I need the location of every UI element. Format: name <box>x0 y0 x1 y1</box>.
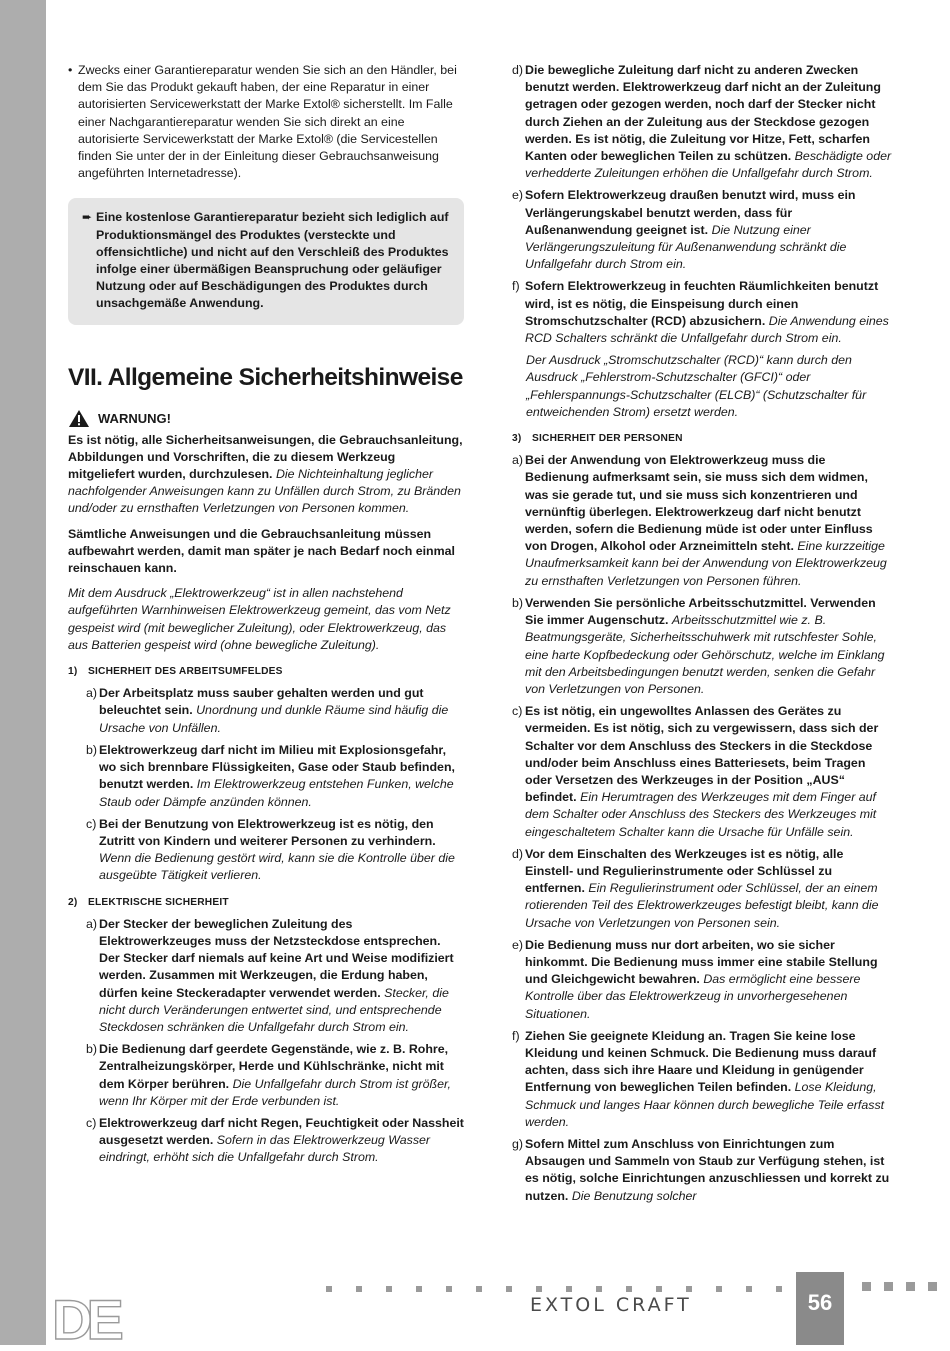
footer-dot <box>928 1282 937 1291</box>
subsection-title: SICHERHEIT DER PERSONEN <box>532 433 683 445</box>
item-bold-text: Elektrowerkzeug darf nicht im Milieu mit Explosionsgefahr, wo sich brennbare Flüssigkeiten, Gase oder Staub befinden, benutzt werden. <box>99 742 455 792</box>
brand-logo: EXTOL CRAFT <box>530 1294 692 1316</box>
list-item <box>86 1115 464 1167</box>
item-italic-text: Die Anwendung eines RCD Schalters schränkt die Unfallgefahr durch Strom ein. <box>525 313 889 346</box>
subsection-number: 3) <box>512 433 522 445</box>
footer-dot <box>596 1286 602 1292</box>
item-bold-text: Der Arbeitsplatz muss sauber gehalten werden und gut beleuchtet sein. <box>99 686 424 718</box>
footer-dot <box>566 1286 572 1292</box>
footer-dot <box>884 1282 893 1291</box>
list-item <box>512 703 892 841</box>
item-bold-text: Sofern Mittel zum Anschluss von Einrichtungen zum Absaugen und Sammeln von Staub zur Verfügung stehen, ist es nötig, solche Einrichtungen anzuschliessen und korrekt zu nutzen. <box>525 1136 890 1203</box>
warning-heading <box>68 409 464 428</box>
item-italic-text: Ein Regulierinstrument oder Schlüssel, der an einem rotierenden Teil des Elektrowerkzeuges befestigt bleibt, kann die Ursache von Verletzungen von Personen sein. <box>525 881 879 930</box>
item-label: f) <box>512 279 520 294</box>
item-italic-text: Eine kurzzeitige Unaufmerksamkeit kann bei der Anwendung von Elektrowerkzeug zu ernsthaften Verletzungen von Personen führen. <box>525 539 887 588</box>
list-item <box>86 816 464 885</box>
list-item <box>512 1028 892 1131</box>
item-italic-text: Unordnung und dunkle Räume sind häufig die Ursache von Unfällen. <box>99 703 449 735</box>
item-italic-text: Die Benutzung solcher <box>571 1188 697 1203</box>
footer-dot <box>746 1286 752 1292</box>
item-label: c) <box>86 1115 97 1130</box>
warning-italic-text: Die Nichteinhaltung jeglicher nachfolgender Anweisungen kann zu Unfällen durch Strom, zu Bränden und/oder zu ernsthaften Verletzungen von Personen kommen. <box>68 467 461 516</box>
item-italic-text: Lose Kleidung, Schmuck und langes Haar können durch bewegliche Teile erfasst werden. <box>525 1080 885 1129</box>
warning-bold-text: Es ist nötig, alle Sicherheitsanweisungen, die Gebrauchsanleitung, Abbildungen und Vorschriften, die zu diesem Werkzeug mitgeliefert wurden, durchzulesen. <box>68 432 463 482</box>
definition-text: Mit dem Ausdruck „Elektrowerkzeug“ ist in allen nachstehend aufgeführten Warnhinweisen Elektrowerkzeug gemeint, das vom Netz gespeist wird (mit beweglicher Zuleitung), oder Elektrowerkzeug, das aus Batterien gespeist wird (ohne bewegliche Zuleitung). <box>68 586 451 652</box>
section-title: VII. Allgemeine Sicherheitshinweise <box>68 363 463 391</box>
item-label: c) <box>86 816 97 831</box>
item-label: b) <box>86 1042 98 1057</box>
item-bold-text: Elektrowerkzeug darf nicht Regen, Feuchtigkeit oder Nassheit ausgesetzt werden. <box>99 1115 464 1148</box>
item-label: f) <box>512 1028 520 1043</box>
footer-dot <box>776 1286 782 1292</box>
item-bold-text: Sofern Elektrowerkzeug draußen benutzt wird, muss ein Verlängerungskabel benutzt werden, dass für Außenanwendung geeignet ist. <box>525 188 856 237</box>
item-italic-text: Wenn die Bedienung gestört wird, kann sie die Kontrolle über die ausgeübte Tätigkeit verlieren. <box>99 851 455 883</box>
subsection-heading <box>68 894 464 911</box>
keep-instructions-paragraph <box>68 526 464 578</box>
item-italic-text: Sofern in das Elektrowerkzeug Wasser eindringt, erhöht sich die Unfallgefahr durch Strom. <box>99 1133 431 1165</box>
item-italic-text: Arbeitsschutzmittel wie z. B. Beatmungsgeräte, Sicherheitsschuhwerk mit rutschfester Sohle, eine harte Kopfbedeckung oder Gehörschutz, welche im Einklang mit den Arbeitsbedingungen benutzt werden, senken die Gefahr von Verletzungen von Personen. <box>525 613 885 696</box>
item-bold-text: Verwenden Sie persönliche Arbeitsschutzmittel. Verwenden Sie immer Augenschutz. <box>525 595 876 628</box>
item-italic-text: Das ermöglicht eine bessere Kontrolle über das Elektrowerkzeug in unvorhergesehenen Situationen. <box>525 972 861 1021</box>
item-bold-text: Es ist nötig, ein ungewolltes Anlassen des Gerätes zu vermeiden. Es ist nötig, sich zu vergewissern, dass sich der Schalter vor dem Anschluss des Steckers in die Steckdose und/oder beim Anschluss eines Batteriesets, beim Tragen oder Versetzen des Werkzeuges in der Position „AUS“ befindet. <box>525 704 879 805</box>
list-item <box>512 452 892 590</box>
subsection-title: SICHERHEIT DES ARBEITSUMFELDES <box>88 666 283 678</box>
warning-triangle-icon <box>68 409 90 428</box>
item-label: g) <box>512 1136 524 1151</box>
item-italic-text: Die Unfallgefahr durch Strom ist größer, wenn Ihr Körper mit der Erde verbunden ist. <box>99 1076 451 1108</box>
item-label: a) <box>86 916 98 931</box>
arrow-right-icon: ➨ <box>82 210 93 225</box>
language-code: DE <box>52 1288 118 1351</box>
footer-dot <box>906 1282 915 1291</box>
list-item <box>86 916 464 1036</box>
footer-dot <box>356 1286 362 1292</box>
list-item <box>86 742 464 811</box>
warning-paragraph <box>68 432 464 518</box>
list-item <box>86 1041 464 1110</box>
footer-dot <box>446 1286 452 1292</box>
footer-dot <box>326 1286 332 1292</box>
definition-paragraph <box>68 585 464 654</box>
item-label: a) <box>86 686 98 701</box>
keep-instructions-text: Sämtliche Anweisungen und die Gebrauchsanleitung müssen aufbewahrt werden, damit man später je nach Bedarf noch einmal reinschauen kann. <box>68 526 455 576</box>
warning-label: WARNUNG! <box>98 410 171 426</box>
footer-dot <box>416 1286 422 1292</box>
subsection-number: 2) <box>68 896 78 908</box>
list-item <box>512 595 892 698</box>
footer-dot <box>536 1286 542 1292</box>
item-italic-text: Im Elektrowerkzeug entstehen Funken, welche Staub oder Dämpfe anzünden können. <box>99 777 454 809</box>
list-item <box>86 685 464 737</box>
subsection-heading <box>68 663 464 680</box>
item-italic-text: Beschädigte oder verhedderte Zuleitungen erhöhen die Unfallgefahr durch Strom. <box>525 149 892 181</box>
footer-dot <box>506 1286 512 1292</box>
item-bold-text: Bei der Anwendung von Elektrowerkzeug muss die Bedienung aufmerksamt sein, sie muss sich dem widmen, was sie gerade tut, und sie muss sich konzentrieren und vernünftig überlegen. Elektrowerkzeug darf nicht benutzt werden, sofern die Bedienung müde ist oder unter Einfluss von Drogen, Alkohol oder Arzneimitteln steht. <box>525 453 873 554</box>
list-item <box>512 62 892 182</box>
footer-dot <box>386 1286 392 1292</box>
side-bar <box>0 0 46 1345</box>
item-label: b) <box>512 595 524 610</box>
subsection-number: 1) <box>68 666 78 678</box>
item-label: d) <box>512 846 524 861</box>
footer-dot <box>626 1286 632 1292</box>
item-italic-text: Ein Herumtragen des Werkzeuges mit dem Finger auf dem Schalter oder Anschluss des Steckers des Werkzeuges mit eingeschaltetem Schalter kann die Ursache für Unfälle sein. <box>525 790 877 839</box>
note-box <box>68 198 464 324</box>
item-label: e) <box>512 937 524 952</box>
rcd-note-text: Der Ausdruck „Stromschutzschalter (RCD)“ kann durch den Ausdruck „Fehlerstrom-Schutzschalter (GFCI)“ oder „Fehlerspannungs-Schutzschalter (ELCB)“ (Schutzschalter für entweichenden Strom) ersetzt werden. <box>526 353 867 419</box>
rcd-note-paragraph <box>526 352 892 421</box>
left-column <box>68 62 464 1172</box>
item-label: c) <box>512 704 523 719</box>
right-column <box>512 62 892 1210</box>
bullet-mark: • <box>68 63 73 77</box>
footer-dot <box>862 1282 871 1291</box>
list-item <box>512 1136 892 1205</box>
item-italic-text: Die Nutzung einer Verlängerungszuleitung für Außenanwendung schränkt die Unfallgefahr durch Strom ein. <box>525 222 847 272</box>
footer-dot <box>686 1286 692 1292</box>
list-item <box>68 62 464 182</box>
page-number: 56 <box>796 1272 844 1345</box>
footer-dot <box>656 1286 662 1292</box>
item-bold-text: Ziehen Sie geeignete Kleidung an. Tragen Sie keine lose Kleidung und keinen Schmuck. Die Bedienung muss darauf achten, dass sich ihre Haare und Kleidung in genügender Entfernung von beweglichen Teilen befinden. <box>525 1028 877 1095</box>
item-label: e) <box>512 188 524 203</box>
item-bold-text: Die Bedienung darf geerdete Gegenstände, wie z. B. Rohre, Zentralheizungskörper, Herde und Kühlschränke, nicht mit dem Körper berühren. <box>99 1042 449 1091</box>
item-bold-text: Vor dem Einschalten des Werkzeuges ist es nötig, alle Einstell- und Regulierinstrumente oder Schlüssel zu entfernen. <box>525 846 844 896</box>
item-bold-text: Die Bedienung muss nur dort arbeiten, wo sie sicher hinkommt. Die Bedienung muss immer eine stabile Stellung und Gleichgewicht bewahren. <box>525 937 878 987</box>
item-label: a) <box>512 453 524 468</box>
note-text: Eine kostenlose Garantiereparatur bezieht sich lediglich auf Produktionsmängel des Produktes (versteckte und offensichtliche) und nicht auf den Verschleiß des Produktes infolge einer übermäßigen Beanspruchung oder geläufiger Nutzung oder auf Beschädigungen des Produktes durch unsachgemäße Anwendung. <box>96 210 449 311</box>
subsection-heading <box>512 430 892 447</box>
list-item <box>512 846 892 932</box>
item-bold-text: Die bewegliche Zuleitung darf nicht zu anderen Zwecken benutzt werden. Elektrowerkzeug darf nicht an der Zuleitung getragen oder gezogen werden, noch darf der Stecker nicht durch Ziehen an der Zuleitung aus der Steckdose gezogen werden. Es ist nötig, die Zuleitung vor Hitze, Fett, scharfen Kanten oder beweglichen Teilen zu schützen. <box>525 63 881 164</box>
warranty-repair-text: Zwecks einer Garantiereparatur wenden Sie sich an den Händler, bei dem Sie das Produkt gekauft haben, der eine Reparatur in einer autorisierten Servicewerkstatt der Marke Extol® sicherstellt. Im Falle einer Nachgarantiereparatur wenden Sie sich direkt an eine autorisierte Servicewerkstatt der Marke Extol® (die Servicestellen finden Sie unter der in der Einleitung dieser Gebrauchsanweisung angeführten Internetadresse). <box>78 63 457 181</box>
subsection-title: ELEKTRISCHE SICHERHEIT <box>88 896 229 908</box>
item-label: b) <box>86 742 98 757</box>
list-item <box>512 187 892 273</box>
item-label: d) <box>512 63 524 77</box>
item-bold-text: Der Stecker der beweglichen Zuleitung des Elektrowerkzeuges muss der Netzsteckdose entsprechen. Der Stecker darf niemals auf keine Art und Weise modifiziert werden. Zusammen mit Werkzeugen, die Erdung haben, dürfen keine Steckeradapter verwendet werden. <box>99 916 454 1000</box>
footer-dot <box>476 1286 482 1292</box>
footer-dot <box>716 1286 722 1292</box>
item-bold-text: Sofern Elektrowerkzeug in feuchten Räumlichkeiten benutzt wird, ist es nötig, die Einspeisung durch einen Stromschutzschalter (RCD) abzusichern. <box>525 279 879 328</box>
list-item <box>512 278 892 347</box>
item-italic-text: Stecker, die nicht durch Veränderungen entwertet sind, und entsprechende Steckdosen schränken die Unfallgefahr durch Strom ein. <box>99 985 449 1034</box>
item-bold-text: Bei der Benutzung von Elektrowerkzeug ist es nötig, den Zutritt von Kindern und weiterer Personen zu verhindern. <box>99 816 436 848</box>
list-item <box>512 937 892 1023</box>
